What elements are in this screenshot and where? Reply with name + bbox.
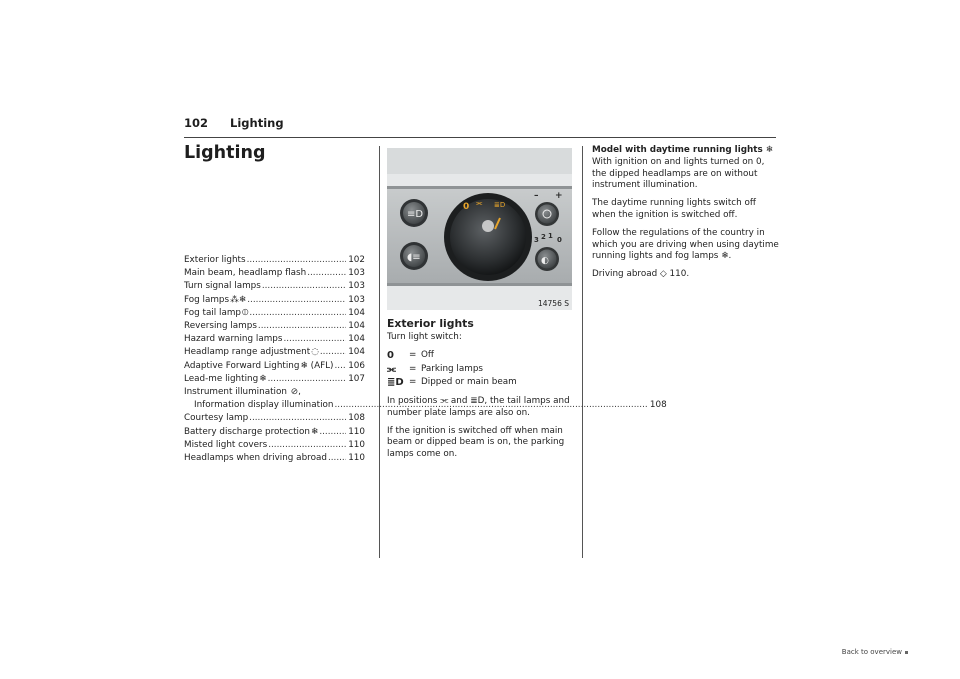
parking-lamps-icon: ⫘: [387, 363, 396, 375]
toc-item-lead-me[interactable]: Lead-me lighting ❄ ..... 107: [184, 373, 365, 386]
headlamp-range-dial-icon: ◐: [541, 256, 549, 266]
toc-item-fog-lamps[interactable]: Fog lamps ⁂❄ ..... 103: [184, 294, 365, 307]
main-beam-icon: ≣D: [387, 377, 404, 389]
exterior-lights-section: [387, 318, 575, 467]
toc-item-main-beam[interactable]: Main beam, headlamp flash ..... 103: [184, 267, 365, 280]
svg-text:1: 1: [548, 232, 553, 240]
switch-legend: [387, 350, 575, 391]
toc-item-driving-abroad[interactable]: Headlamps when driving abroad ..... 110: [184, 452, 365, 465]
exterior-lights-para2: If the ignition is switched off when main beam or dipped beam is on, the parking lamps come on.: [387, 425, 565, 460]
off-icon: 0: [387, 350, 394, 362]
parking-lamp-icon: ⫘: [476, 199, 483, 207]
legend-row-beam: ≣D = Dipped or main beam: [387, 377, 517, 389]
toc-item-courtesy-lamp[interactable]: Courtesy lamp ..... 108: [184, 412, 365, 425]
lead-me-icon: ❄: [259, 373, 267, 384]
fog-lamp-button-icon: ≡D: [407, 209, 424, 220]
toc-item-misted-covers[interactable]: Misted light covers ..... 110: [184, 439, 365, 452]
toc-item-headlamp-range[interactable]: Headlamp range adjustment ◌ ..... 104: [184, 346, 365, 359]
toc-item-hazard-warning[interactable]: Hazard warning lamps ..... 104: [184, 333, 365, 346]
svg-text:3: 3: [534, 236, 539, 244]
image-caption: 14756 S: [537, 299, 569, 308]
toc-item-battery-discharge[interactable]: Battery discharge protection ❄ ..... 110: [184, 426, 365, 439]
section-title: Lighting: [230, 116, 284, 130]
toc-item-turn-signal[interactable]: Turn signal lamps ..... 103: [184, 280, 365, 293]
fog-tail-lamp-icon: ⦶: [242, 307, 249, 318]
daytime-para1: With ignition on and lights turned on 0, the dipped headlamps are on without instrument illumination.: [592, 156, 765, 191]
fog-lamp-icon: ⁂❄: [230, 294, 247, 305]
toc-item-reversing-lamps[interactable]: Reversing lamps ..... 104: [184, 320, 365, 333]
toc-item-instrument-illumination[interactable]: Instrument illumination ⊘, Information display illumination ..... 108: [184, 386, 365, 412]
daytime-running-lights-section: [592, 145, 780, 287]
instrument-illumination-icon: ⊘: [290, 387, 299, 398]
driving-abroad-link[interactable]: Driving abroad ◇ 110.: [592, 269, 690, 280]
page-number: 102: [184, 116, 209, 130]
svg-text:0: 0: [557, 236, 562, 244]
page-header: [184, 116, 284, 130]
column-divider-2: [582, 146, 583, 558]
toc-item-exterior-lights[interactable]: Exterior lights ..... 102: [184, 254, 365, 267]
chapter-title: Lighting: [184, 143, 266, 163]
toc-item-afl[interactable]: Adaptive Forward Lighting ❄ (AFL) ..... 106: [184, 360, 365, 373]
daytime-para2: The daytime running lights switch off when the ignition is switched off.: [592, 198, 756, 220]
fog-tail-button-icon: ◖≡: [407, 252, 421, 263]
exterior-lights-intro: Turn light switch:: [387, 331, 462, 342]
back-to-overview-link[interactable]: Back to overview: [842, 648, 908, 656]
header-rule: [184, 137, 776, 138]
daytime-para3: Follow the regulations of the country in which you are driving when using daytime running lights and fog lamps ❄.: [592, 227, 779, 262]
minus-label: –: [534, 191, 539, 201]
toc-item-fog-tail-lamp[interactable]: Fog tail lamp ⦶ ..... 104: [184, 307, 365, 320]
square-bullet-icon: [905, 651, 908, 654]
headlamp-range-icon: ◌: [311, 347, 319, 358]
light-switch-illustration: [387, 148, 572, 310]
legend-row-parking: ⫘ = Parking lamps: [387, 363, 483, 375]
plus-label: +: [555, 191, 563, 201]
column-divider-1: [379, 146, 380, 558]
knob-center-icon: [482, 220, 494, 232]
dial-off-label: 0: [463, 202, 470, 212]
daytime-heading: Model with daytime running lights ❄: [592, 145, 774, 155]
afl-icon: ❄: [300, 360, 308, 371]
svg-text:2: 2: [541, 233, 546, 241]
exterior-lights-heading: Exterior lights: [387, 317, 474, 330]
legend-row-off: 0 = Off: [387, 350, 434, 362]
dipped-beam-icon: ≣D: [494, 201, 506, 209]
exterior-lights-para1: In positions ⫘ and ≣D, the tail lamps and number plate lamps are also on.: [387, 396, 570, 418]
light-switch-drawing: [387, 148, 572, 310]
battery-protection-icon: ❄: [310, 426, 319, 437]
